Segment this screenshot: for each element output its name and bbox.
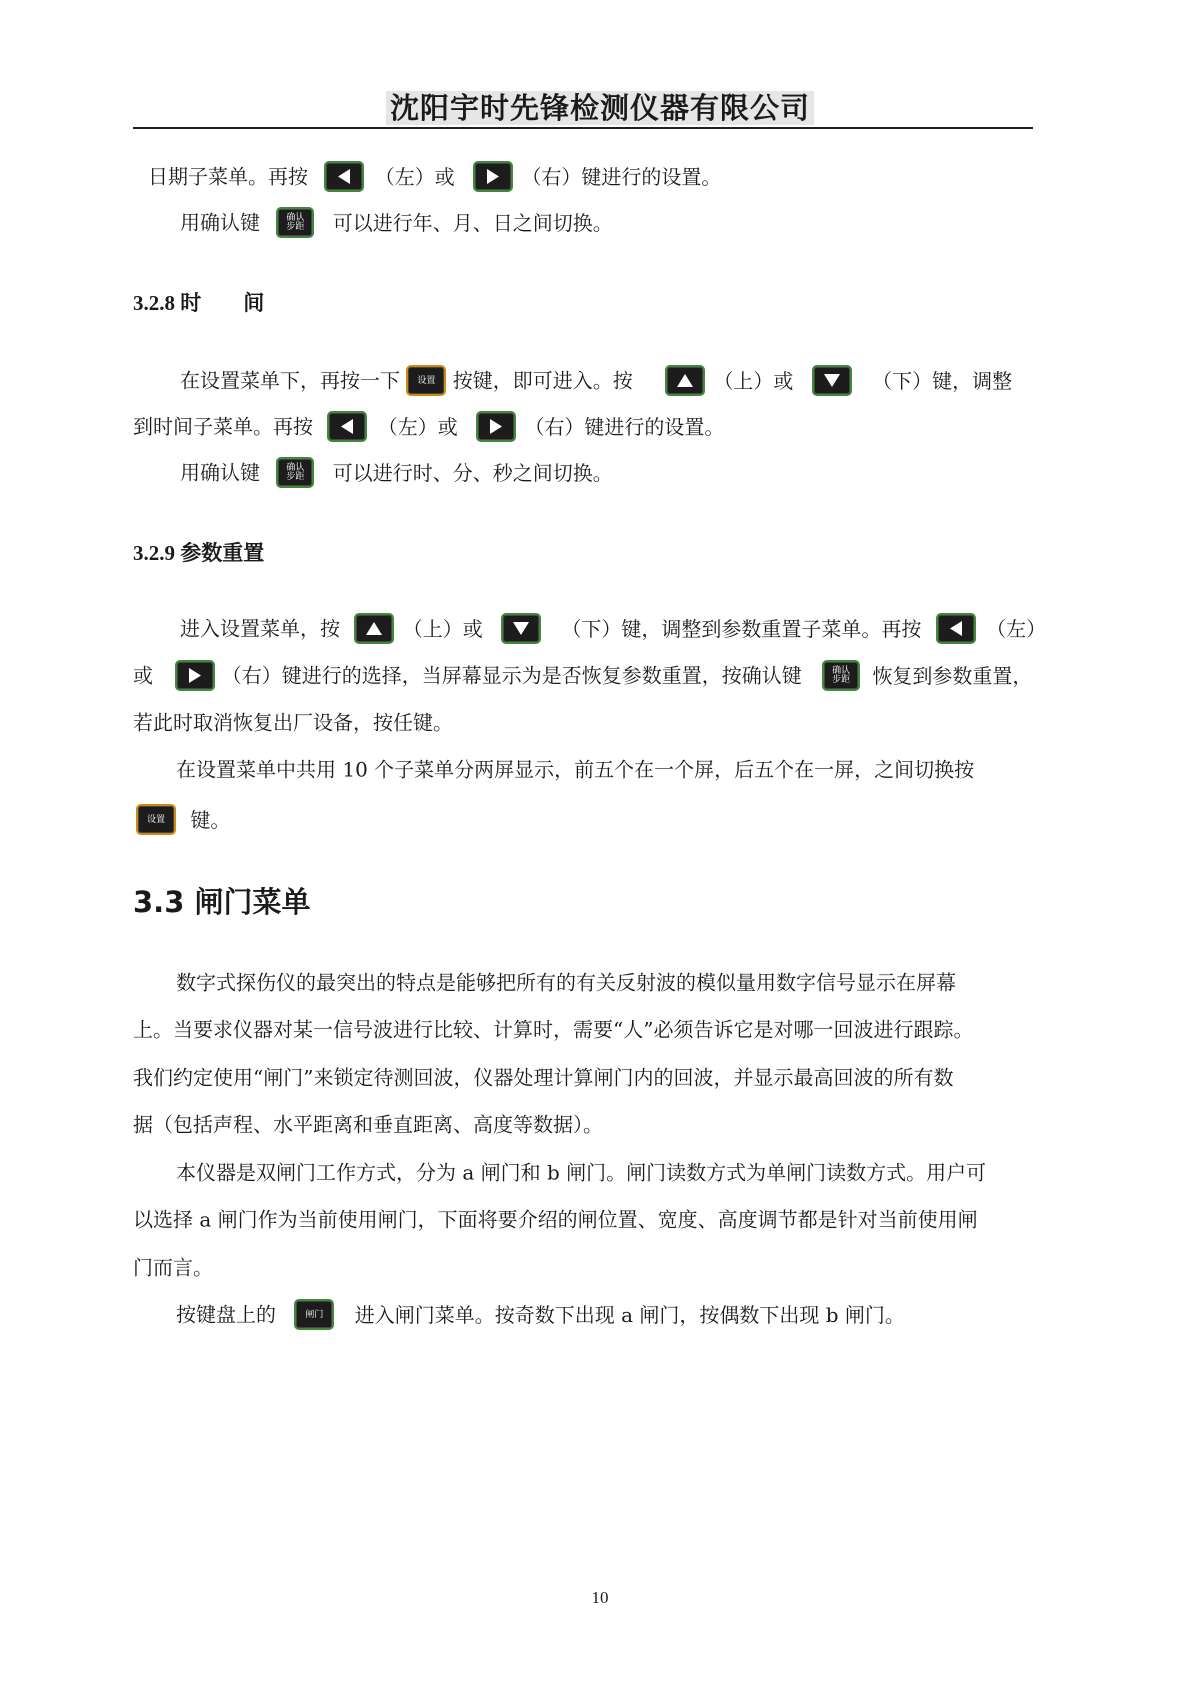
text-run: （上）或 bbox=[713, 368, 794, 393]
up-arrow-icon bbox=[354, 613, 394, 644]
text-run: 恢复到参数重置， bbox=[872, 663, 1033, 688]
down-arrow-icon bbox=[812, 365, 852, 396]
text-run: 若此时取消恢复出厂设备，按任键。 bbox=[133, 710, 453, 735]
left-arrow-icon bbox=[327, 411, 367, 442]
paragraph-line bbox=[176, 753, 974, 785]
paragraph-line bbox=[133, 706, 453, 738]
text-run: 日期子菜单。再按 bbox=[148, 164, 308, 189]
key-label: 步距 bbox=[832, 675, 851, 685]
page-number: 10 bbox=[591, 1588, 609, 1607]
key-label: 闸门 bbox=[305, 1309, 324, 1320]
text-run: 我们约定使用“闸门”来锁定待测回波，仪器处理计算闸门内的回波，并显示最高回波的所有数 bbox=[133, 1065, 954, 1090]
text-run: 可以进行时、分、秒之间切换。 bbox=[332, 460, 613, 485]
text-run: 本仪器是双闸门工作方式，分为 a 闸门和 b 闸门。闸门读数方式为单闸门读数方式。用户可 bbox=[176, 1160, 987, 1185]
section-heading-3-2-9: 3.2.9 参数重置 bbox=[133, 541, 265, 565]
right-arrow-icon bbox=[175, 660, 215, 691]
key-label: 设置 bbox=[146, 814, 165, 825]
paragraph-line bbox=[176, 966, 956, 998]
left-arrow-icon bbox=[324, 161, 364, 192]
text-run: 数字式探伤仪的最突出的特点是能够把所有的有关反射波的模似量用数字信号显示在屏幕 bbox=[176, 970, 956, 995]
paragraph-line bbox=[133, 410, 724, 442]
text-run: （下）键，调整 bbox=[872, 368, 1013, 393]
text-run: 在设置菜单中共用 10 个子菜单分两屏显示，前五个在一个屏，后五个在一屏，之间切换按 bbox=[176, 757, 975, 782]
confirm-step-key-icon bbox=[276, 207, 314, 238]
text-run: 在设置菜单下，再按一下 bbox=[180, 368, 400, 393]
text-run: （右）键进行的设置。 bbox=[521, 164, 722, 189]
text-run: 进入设置菜单，按 bbox=[180, 616, 340, 641]
confirm-step-key-icon bbox=[276, 457, 314, 488]
paragraph-line bbox=[133, 1013, 973, 1045]
text-run: （右）键进行的设置。 bbox=[524, 414, 725, 439]
text-run: （左）或 bbox=[377, 414, 458, 439]
text-run: 进入闸门菜单。按奇数下出现 a 闸门，按偶数下出现 b 闸门。 bbox=[354, 1302, 905, 1327]
key-label: 步距 bbox=[286, 472, 305, 482]
left-arrow-icon bbox=[936, 613, 976, 644]
text-run: 按键盘上的 bbox=[176, 1302, 276, 1327]
paragraph-line bbox=[133, 1203, 978, 1235]
key-label: 确认 bbox=[832, 666, 851, 676]
setup-key-icon bbox=[406, 365, 446, 396]
company-name: 沈阳宇时先锋检测仪器有限公司 bbox=[386, 91, 814, 125]
paragraph-line bbox=[180, 612, 1046, 644]
right-arrow-icon bbox=[476, 411, 516, 442]
paragraph-line bbox=[133, 659, 1032, 691]
text-run: 以选择 a 闸门作为当前使用闸门，下面将要介绍的闸位置、宽度、高度调节都是针对当前使用闸 bbox=[133, 1207, 978, 1232]
section-heading-3-2-8: 3.2.8 时 间 bbox=[133, 291, 265, 315]
header-rule bbox=[133, 127, 1033, 129]
company-header bbox=[0, 86, 1200, 127]
confirm-step-key-icon bbox=[822, 660, 860, 691]
text-run: 或 bbox=[133, 663, 153, 688]
paragraph-line bbox=[176, 1298, 905, 1330]
text-run: 用确认键 bbox=[180, 210, 260, 235]
paragraph-line bbox=[148, 160, 721, 192]
text-run: 按键，即可进入。按 bbox=[452, 368, 633, 393]
text-run: 门而言。 bbox=[133, 1255, 213, 1280]
section-heading-3-3: 3.3 闸门菜单 bbox=[133, 885, 311, 919]
up-arrow-icon bbox=[665, 365, 705, 396]
text-run: （右）键进行的选择，当屏幕显示为是否恢复参数重置，按确认键 bbox=[221, 663, 802, 688]
text-run: 据（包括声程、水平距离和垂直距离、高度等数据）。 bbox=[133, 1112, 603, 1137]
paragraph-line bbox=[180, 364, 1012, 396]
paragraph-line bbox=[180, 206, 613, 238]
text-run: （下）键，调整到参数重置子菜单。再按 bbox=[561, 616, 922, 641]
paragraph-line bbox=[133, 1251, 213, 1283]
gate-key-icon bbox=[294, 1299, 334, 1330]
paragraph-line bbox=[176, 1156, 986, 1188]
text-run: 键。 bbox=[190, 807, 231, 832]
paragraph-line bbox=[136, 803, 230, 835]
key-label: 确认 bbox=[286, 463, 305, 473]
right-arrow-icon bbox=[473, 161, 513, 192]
text-run: 到时间子菜单。再按 bbox=[133, 414, 313, 439]
text-run: 可以进行年、月、日之间切换。 bbox=[332, 210, 613, 235]
key-label: 步距 bbox=[286, 222, 305, 232]
paragraph-line bbox=[180, 456, 613, 488]
paragraph-line bbox=[133, 1108, 603, 1140]
key-label: 确认 bbox=[286, 213, 305, 223]
text-run: 用确认键 bbox=[180, 460, 260, 485]
down-arrow-icon bbox=[501, 613, 541, 644]
text-run: （左） bbox=[986, 616, 1047, 641]
setup-key-icon bbox=[136, 804, 176, 835]
text-run: （上）或 bbox=[402, 616, 483, 641]
text-run: （左）或 bbox=[374, 164, 455, 189]
key-label: 设置 bbox=[417, 375, 436, 386]
paragraph-line bbox=[133, 1061, 953, 1093]
text-run: 上。当要求仪器对某一信号波进行比较、计算时，需要“人”必须告诉它是对哪一回波进行跟踪。 bbox=[133, 1017, 974, 1042]
